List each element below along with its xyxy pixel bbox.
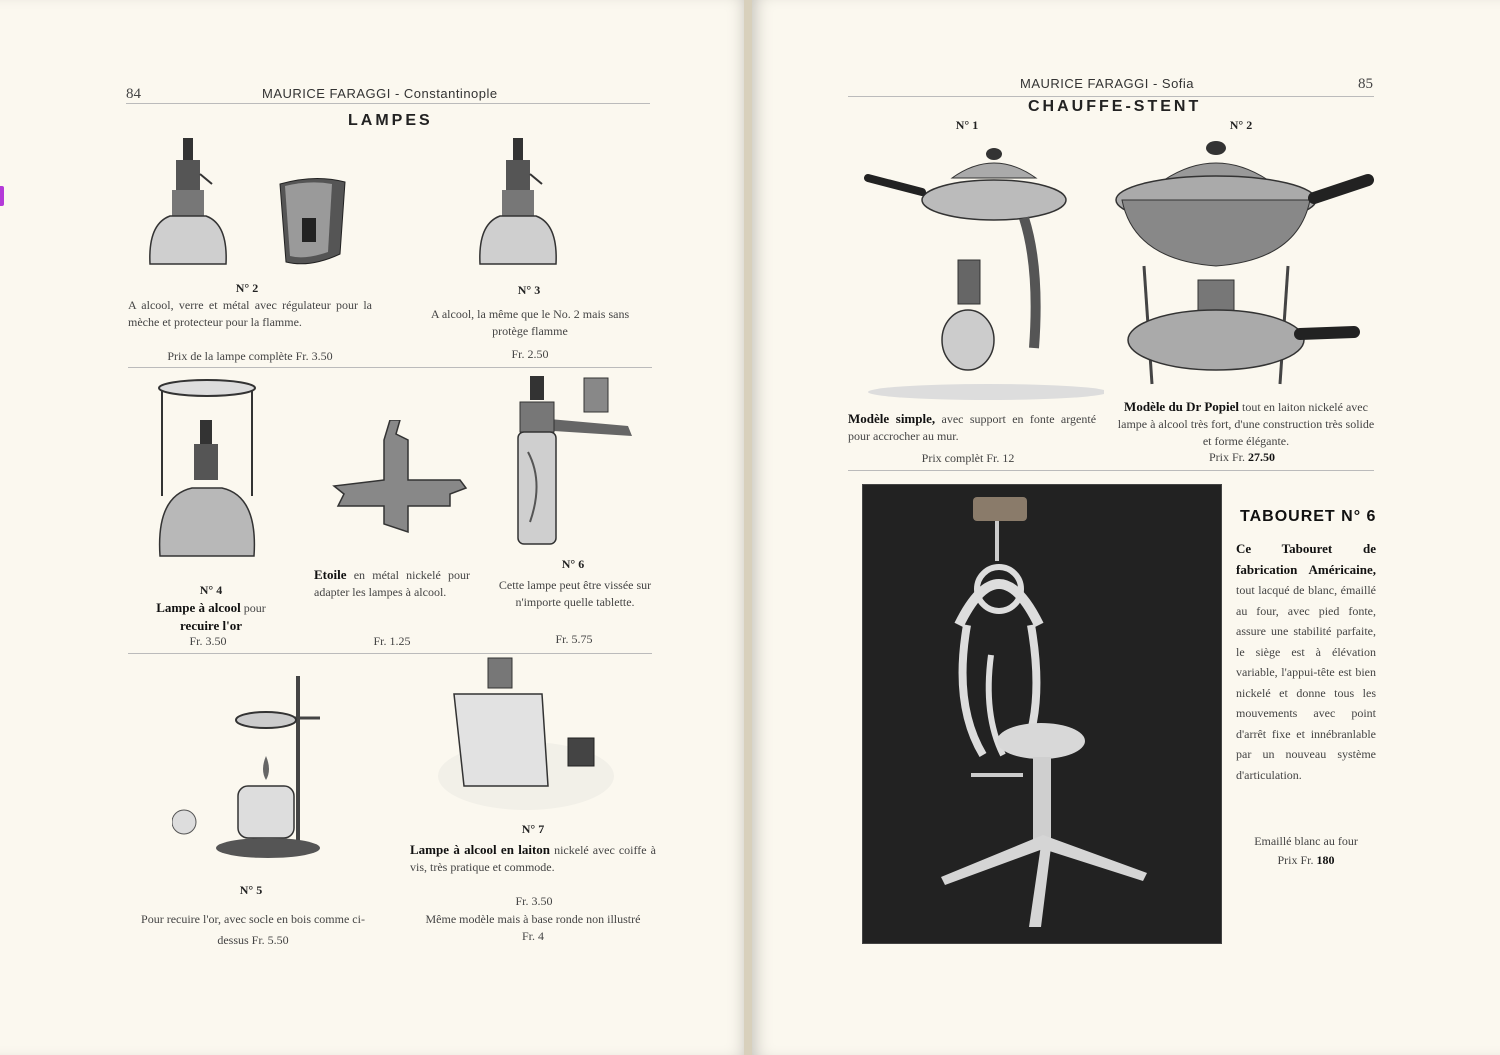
item-desc-n3: A alcool, la même que le No. 2 mais sans protège flamme [430, 307, 630, 338]
item-number-n6: N° 6 [561, 557, 585, 571]
item-name2-n4: recuire l'or [180, 618, 242, 633]
item-desc-n2 [1112, 398, 1380, 450]
page-number: 84 [126, 86, 141, 102]
page-marker [0, 186, 4, 206]
running-head: MAURICE FARAGGI - Constantinople [262, 86, 498, 101]
tabouret-title: TABOURET N° 6 [1240, 508, 1377, 525]
item-price-n4: Fr. 3.50 [189, 634, 227, 648]
lamp-n2-illustration [140, 134, 360, 274]
section-title: CHAUFFE-STENT [1028, 98, 1202, 115]
chauffe-stent-n1-illustration [864, 148, 1104, 400]
lamp-n5-illustration [172, 676, 332, 866]
item-number-n7: N° 7 [521, 822, 545, 836]
item-number-n2: N° 2 [235, 281, 259, 295]
item-desc-n7 [410, 841, 656, 876]
tabouret-price-label: Prix Fr. [1277, 853, 1314, 867]
item-desc-n1 [848, 410, 1096, 445]
item-number-n1: N° 1 [955, 118, 979, 132]
item-price-n7: Fr. 3.50 [515, 894, 553, 908]
item-name-n7: Lampe à alcool en laiton [410, 842, 551, 857]
section-title: LAMPES [348, 112, 433, 129]
header-rule [126, 103, 650, 104]
tabouret-lead: Ce Tabouret de fabrication Américaine, [1236, 541, 1376, 577]
tabouret-price [1236, 853, 1376, 868]
item-name-etoile: Etoile [314, 567, 347, 582]
item-desc-n7-text: nickelé avec coiffe à vis, très pratique et commode. [410, 843, 656, 874]
item-desc-n6: Cette lampe peut être vissée sur n'importe quelle tablette. [498, 578, 652, 609]
item-price-value-n2: 27.50 [1248, 450, 1275, 464]
lamp-n6-illustration [508, 372, 638, 552]
item-desc-n2: A alcool, verre et métal avec régulateur pour la mèche et protecteur pour la flamme. [128, 298, 372, 329]
item-number-n5: N° 5 [239, 883, 263, 897]
item-number-n3: N° 3 [517, 283, 541, 297]
chauffe-stent-n2-illustration [1114, 140, 1376, 392]
item-number-n4: N° 4 [199, 583, 223, 597]
etoile-illustration [330, 420, 470, 540]
item-number-n2: N° 2 [1229, 118, 1253, 132]
item-desc-n1-text: avec support en fonte argenté pour accrocher au mur. [848, 412, 1097, 443]
item-name-n2: Modèle du Dr Popiel [1124, 399, 1239, 414]
item-name-n1: Modèle simple, [848, 411, 936, 426]
item-desc-n2-text: tout en laiton nickelé avec lampe à alcool très fort, d'une construction très solide et forme élégante. [1117, 400, 1375, 448]
tabouret-desc [1236, 539, 1376, 785]
item-price-etoile: Fr. 1.25 [373, 634, 411, 648]
running-head: MAURICE FARAGGI - Sofia [1020, 76, 1195, 91]
item-desc-n4-text: pour [243, 601, 266, 615]
item-name-n4: Lampe à alcool [156, 600, 241, 615]
lamp-n7-illustration [436, 656, 616, 816]
tabouret-photo [862, 484, 1222, 944]
page-number: 85 [1358, 76, 1373, 92]
row-divider-2 [128, 653, 652, 654]
item-price-n6: Fr. 5.75 [555, 632, 593, 646]
tabouret-note: Emaillé blanc au four [1254, 834, 1358, 848]
tabouret-desc-text: tout lacqué de blanc, émaillé au four, avec pied fonte, assure une stabilité parfaite, le siège est à élévation variable, l'appui-tête est bien nickelé et donne tous les mouvements avec point d'arrêt fixe et innébranlable par un nouveau système d'articulation. [1236, 583, 1376, 782]
item-price-n1: Prix complèt Fr. 12 [921, 451, 1015, 465]
left-page [0, 0, 748, 1055]
item-desc-n4 [128, 599, 294, 635]
item-desc-n5: Pour recuire l'or, avec socle en bois comme ci-dessus Fr. 5.50 [141, 912, 365, 947]
item-price-n3: Fr. 2.50 [511, 347, 549, 361]
item-price-label-n2: Prix Fr. [1208, 450, 1245, 464]
item-desc-etoile [314, 566, 470, 601]
lamp-n4-illustration [152, 376, 262, 566]
item-price-n2: Prix de la lampe complète Fr. 3.50 [167, 349, 333, 363]
lamp-n3-illustration [468, 134, 568, 274]
header-rule [848, 96, 1374, 97]
dental-stool-illustration [863, 485, 1221, 943]
row-divider-1 [128, 367, 652, 368]
item-price-n2 [1172, 450, 1312, 465]
right-page [752, 0, 1500, 1055]
tabouret-price-value: 180 [1316, 853, 1335, 867]
row-divider [848, 470, 1374, 471]
item-note-n7: Même modèle mais à base ronde non illustré Fr. 4 [425, 912, 641, 943]
item-desc-etoile-text: en métal nickelé pour adapter les lampes à alcool. [314, 568, 470, 599]
